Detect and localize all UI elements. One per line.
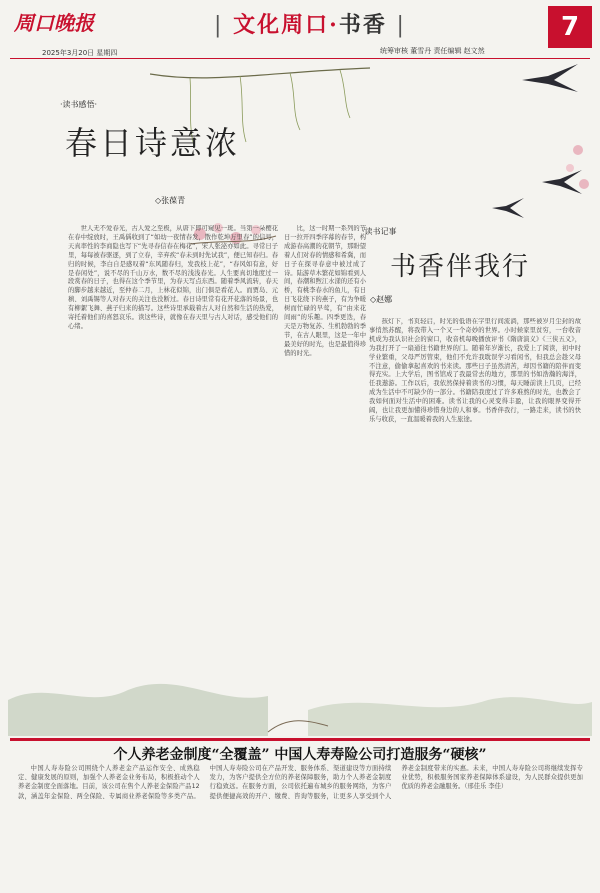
ad-body: 中国人寿寿险公司围绕个人养老金产品运作安全、成熟稳定、健康发展的原则，加强个人养老金业务布局，积极推动个人养老金制度全面落地。目前，该公司在售个人养老金保险产品12款，涵盖年金保险、两全保险、专属商业养老保险等多类产品。中国人寿寿险公司在产品开发、服务体系、渠道建设等方面持续发力，为客户提供全方位的养老保障服务，助力个人养老金制度行稳致远。在服务方面，公司依托遍布城乡的服务网络，为客户提供便捷高效的开户、缴费、咨询等服务，让更多人享受到个人养老金制度带来的实惠。未来，中国人寿寿险公司将继续发挥专业优势，积极服务国家养老保障体系建设，为人民群众提供更加优质的养老金融服务。（邢佳乐 李佳） [18,765,583,800]
editor-credits: 统筹审核 董雪丹 责任编辑 赵文然 [380,47,485,55]
swallow-illustration [520,62,580,98]
article-body: 孩灯下，书页轻启，时光的低语在字里行间流淌，那些被岁月尘封的故事悄然苏醒，将我带入一个又一个奇妙的世界。小时候家里贫穷，一台收音机成为我认识社会的窗口，收音机每晚播放评书《隋唐演义》《三侠五义》，为我打开了一扇通往书籍世界的门。随着年岁渐长，我爱上了阅读，初中时学业繁重，父母严厉管束，他们不允许我耽误学习看闲书，但我总会趁父母不注意，偷偷拿起喜欢的书来读。那些日子虽然清苦，却因书籍的陪伴而变得充实。上大学后，图书馆成了我最常去的地方，那里的书如浩瀚的海洋，任我遨游。工作以后，我依然保持着读书的习惯，每天睡前读上几页，已经成为生活中不可缺少的一部分。书籍陪我度过了许多难熬的时光，也教会了我如何面对生活中的困难。读书让我的心灵变得丰盈，让我的眼界变得开阔，也让我更加懂得珍惜身边的人和事。书香伴我行，一路走来，读书的快乐与收获，一直温暖着我的人生旅途。 [369,318,581,423]
article-kicker: ·读书感悟· [60,100,98,109]
article-author: ◇赵娜 [370,295,393,304]
issue-date: 2025年3月20日 星期四 [42,49,118,57]
swallow-illustration [490,196,526,220]
section-title-separator: · [329,12,339,38]
header-divider [10,58,590,59]
ad-headline: 个人养老金制度“全覆盖” 中国人寿寿险公司打造服务“硬核” [113,747,487,763]
article-author: ◇张葆青 [155,196,186,205]
ad-divider [10,738,590,741]
article-title: 春日诗意浓 [64,124,240,162]
masthead-logo: 周口晚报 [14,11,94,35]
section-title-right: 书香 [338,12,387,38]
article-body-continued: 比，这一时期一系列的节日一拉开四季序幕的春节，构成游春高潮的花朝节，那盼望着人们对春的情感和希冀，而日子在探寻春意中被过成了诗。陆游草木繁花如锦看到人间，春潮和煦江水漾的还有小桥，有桃李春水的鱼儿，有日日飞花绕下的燕子，有为争暖树而忙碌的早莺，有“由来花间雨”的乐趣。四季更迭，春天是万物复苏、生机勃勃的季节，在古人眼里，这是一年中最美好的时光，也是最值得珍惜的时光。 [284,225,366,357]
section-title-left: 文化周口 [233,12,330,38]
section-title: | 文化周口·书香 | [214,12,406,38]
article-title: 书香伴我行 [390,252,531,282]
blossom-illustration [560,140,596,200]
page-number: 7 [548,6,592,48]
article-body: 世人无不爱春光，古人爱之至极，从唐下即可窥见一斑。当第一朵樱花在春中绽放时，王禹偁收到了“如幼一夜情春发，散作乾坤万里春”的信号，天真率性的李商隐也写下“先寻春信春在梅花”，宋人张泌亦如此。寻常日子里，每每被春驱逐，到了立春，辛弃疾“春未到时先试我”，便已知春归。春归的时候，李白自是感叹着“东风随春归，发我枝上花”，“春风如有意，好是春闲处”，说不尽的千山万水，数不尽的浅浅春光。人生要真切地度过一段赏春的日子，也得在这个季节里，为春天写点东西。随着季风流转，春天的脚步越来越近，至仲春二月，上林花似锦，出门俱是看花人。而贾岛、元稹、刘禹锡等人对春天的关注也没断过。春日诗里常有花开花落的场景，也有柳絮飞舞、燕子归来的描写。这些诗里承载着古人对自然和生活的热爱，寄托着他们的喜怒哀乐。读这些诗，就像在春天里与古人对话，感受他们的心绪。 [68,225,278,330]
article-kicker: ·读书记事 [362,227,397,236]
